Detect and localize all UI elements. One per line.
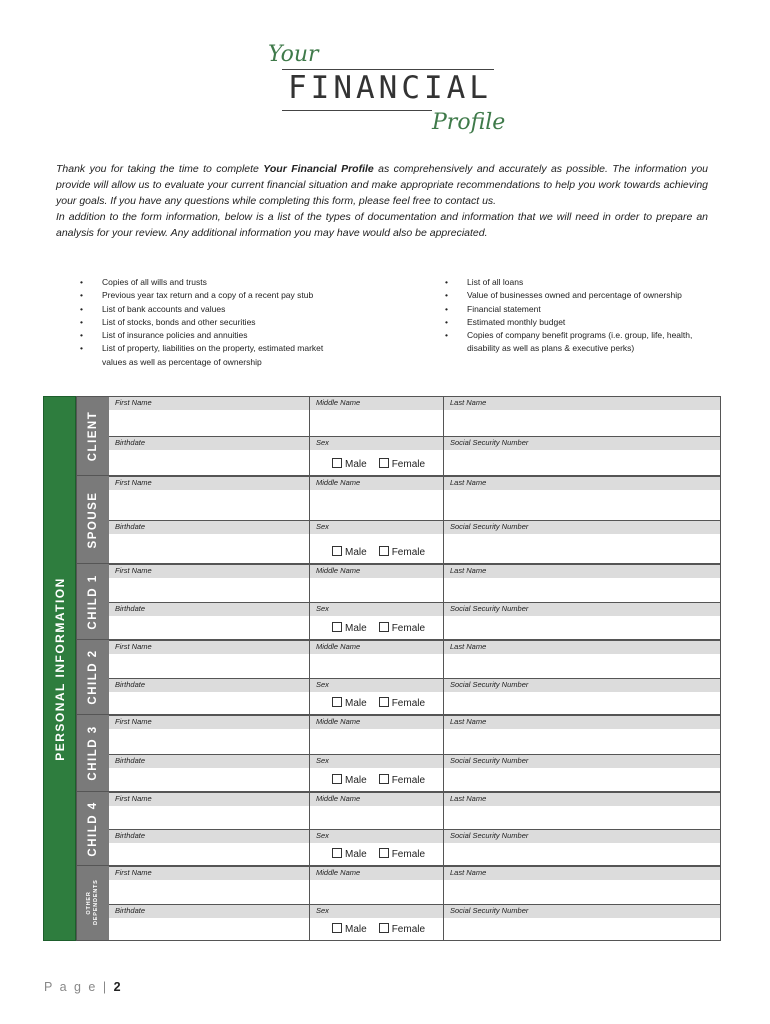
field-label-last-name: Last Name <box>450 868 487 877</box>
female-checkbox[interactable] <box>379 622 389 632</box>
document-item: • Financial statement <box>445 303 707 316</box>
document-item: • List of bank accounts and values <box>80 303 342 316</box>
field-input-birthdate[interactable] <box>109 692 309 715</box>
field-label-cell <box>443 437 722 450</box>
field-label-last-name: Last Name <box>450 717 487 726</box>
field-label-sex: Sex <box>316 438 329 447</box>
field-label-cell <box>109 521 309 534</box>
person-block-client <box>76 396 721 476</box>
field-label-first-name: First Name <box>115 642 152 651</box>
field-label-cell <box>443 905 722 918</box>
sex-options <box>332 848 425 860</box>
female-label: Female <box>391 623 426 634</box>
field-input-middle-name[interactable] <box>309 729 444 754</box>
field-input-middle-name[interactable] <box>309 806 444 829</box>
field-input-birthdate[interactable] <box>109 768 309 792</box>
field-label-last-name: Last Name <box>450 566 487 575</box>
field-label-cell <box>443 716 722 729</box>
field-header-row <box>109 829 721 843</box>
field-input-row <box>109 654 721 678</box>
field-input-last-name[interactable] <box>443 490 722 520</box>
field-label-cell <box>109 641 309 654</box>
male-label: Male <box>345 775 367 786</box>
person-label-tab <box>76 396 109 475</box>
person-label: CHILD 1 <box>86 573 99 630</box>
field-label-ssn: Social Security Number <box>450 438 529 447</box>
field-input-ssn[interactable] <box>443 768 722 792</box>
field-label-cell <box>443 397 722 410</box>
field-label-middle-name: Middle Name <box>316 566 361 575</box>
document-item: • List of all loans <box>445 276 707 289</box>
document-item: • Previous year tax return and a copy of a recent pay stub <box>80 289 342 302</box>
person-label: CHILD 4 <box>86 800 99 857</box>
person-label-tab <box>76 715 109 791</box>
field-label-middle-name: Middle Name <box>316 717 361 726</box>
field-header-row <box>109 678 721 692</box>
field-label-ssn: Social Security Number <box>450 906 529 915</box>
intro-p1-bold: Your Financial Profile <box>263 163 374 175</box>
field-label-cell <box>443 603 722 616</box>
field-input-first-name[interactable] <box>109 729 309 754</box>
field-input-first-name[interactable] <box>109 490 309 520</box>
male-label: Male <box>345 698 367 709</box>
field-label-last-name: Last Name <box>450 478 487 487</box>
field-label-birthdate: Birthdate <box>115 906 146 915</box>
field-input-birthdate[interactable] <box>109 843 309 866</box>
field-label-cell <box>443 477 722 490</box>
field-label-cell <box>109 793 309 806</box>
female-label: Female <box>391 775 426 786</box>
field-input-row <box>109 843 721 866</box>
male-checkbox[interactable] <box>332 458 342 468</box>
person-label-tab <box>76 640 109 714</box>
field-input-ssn[interactable] <box>443 616 722 640</box>
field-input-last-name[interactable] <box>443 806 722 829</box>
person-label: CLIENT <box>86 410 99 461</box>
field-label-cell <box>309 397 444 410</box>
female-checkbox[interactable] <box>379 458 389 468</box>
document-item: • List of stocks, bonds and other securities <box>80 316 342 329</box>
field-label-cell <box>109 905 309 918</box>
logo-your: Your <box>268 42 319 67</box>
female-checkbox[interactable] <box>379 923 389 933</box>
field-input-row <box>109 534 721 564</box>
sex-options <box>332 622 425 634</box>
field-input-birthdate[interactable] <box>109 616 309 640</box>
field-input-sex[interactable] <box>309 843 444 866</box>
male-label: Male <box>345 924 367 935</box>
field-input-middle-name[interactable] <box>309 410 444 436</box>
field-header-row <box>109 715 721 729</box>
document-item: • Value of businesses owned and percentage of ownership <box>445 289 707 302</box>
field-label-last-name: Last Name <box>450 398 487 407</box>
personal-information-label: PERSONAL INFORMATION <box>52 576 67 761</box>
field-input-sex[interactable] <box>309 450 444 476</box>
female-label: Female <box>391 547 426 558</box>
field-input-last-name[interactable] <box>443 880 722 904</box>
field-label-sex: Sex <box>316 756 329 765</box>
male-checkbox[interactable] <box>332 697 342 707</box>
field-label-cell <box>443 565 722 578</box>
field-input-first-name[interactable] <box>109 654 309 678</box>
field-label-first-name: First Name <box>115 868 152 877</box>
female-checkbox[interactable] <box>379 774 389 784</box>
male-checkbox[interactable] <box>332 622 342 632</box>
person-label-tab <box>76 476 109 563</box>
field-label-cell <box>309 793 444 806</box>
page-word: P a g e | <box>44 980 109 994</box>
person-block-child-2 <box>76 640 721 715</box>
field-label-ssn: Social Security Number <box>450 604 529 613</box>
field-label-middle-name: Middle Name <box>316 794 361 803</box>
male-checkbox[interactable] <box>332 923 342 933</box>
field-input-ssn[interactable] <box>443 450 722 476</box>
document-item: • Copies of company benefit programs (i.e. group, life, health, disability as well as plans & executive perks) <box>445 329 707 356</box>
field-header-row <box>109 754 721 768</box>
intro-p1-start: Thank you for taking the time to complete <box>56 163 264 175</box>
male-label: Male <box>345 623 367 634</box>
person-label: CHILD 2 <box>86 649 99 705</box>
field-header-row <box>109 564 721 578</box>
field-label-middle-name: Middle Name <box>316 642 361 651</box>
field-label-first-name: First Name <box>115 566 152 575</box>
field-label-cell <box>309 755 444 768</box>
field-label-cell <box>309 641 444 654</box>
field-label-ssn: Social Security Number <box>450 680 529 689</box>
female-label: Female <box>391 698 426 709</box>
field-input-birthdate[interactable] <box>109 534 309 564</box>
field-label-birthdate: Birthdate <box>115 680 146 689</box>
person-label-tab <box>76 866 109 940</box>
intro-paragraph-1 <box>56 161 708 209</box>
field-label-cell <box>109 830 309 843</box>
field-header-row <box>109 792 721 806</box>
female-label: Female <box>391 459 426 470</box>
field-label-last-name: Last Name <box>450 794 487 803</box>
field-input-sex[interactable] <box>309 768 444 792</box>
field-input-birthdate[interactable] <box>109 450 309 476</box>
field-label-cell <box>309 437 444 450</box>
field-label-first-name: First Name <box>115 794 152 803</box>
documents-list-right <box>445 276 707 356</box>
field-input-first-name[interactable] <box>109 578 309 602</box>
field-input-sex[interactable] <box>309 534 444 564</box>
field-label-cell <box>443 793 722 806</box>
field-input-row <box>109 490 721 520</box>
field-input-row <box>109 918 721 941</box>
female-checkbox[interactable] <box>379 848 389 858</box>
page-footer <box>44 980 121 994</box>
field-label-cell <box>109 867 309 880</box>
document-item: • Estimated monthly budget <box>445 316 707 329</box>
field-label-cell <box>109 477 309 490</box>
person-block-other-dependents <box>76 866 721 941</box>
field-input-ssn[interactable] <box>443 692 722 715</box>
field-input-row <box>109 410 721 436</box>
intro-p1-end: as comprehensively and accurately as possible. The information you provide will allow us to evaluate your current financial situation and make appropriate recommendations to help you work towards achieving your goals. If you have any questions while completing this form, please feel free to contact us. <box>56 163 708 207</box>
field-label-first-name: First Name <box>115 398 152 407</box>
sex-options <box>332 546 425 558</box>
person-label-tab <box>76 564 109 639</box>
field-label-middle-name: Middle Name <box>316 398 361 407</box>
sex-options <box>332 697 425 709</box>
field-header-row <box>109 904 721 918</box>
male-checkbox[interactable] <box>332 546 342 556</box>
field-label-cell <box>109 397 309 410</box>
field-input-birthdate[interactable] <box>109 918 309 941</box>
field-label-cell <box>309 830 444 843</box>
field-input-row <box>109 616 721 640</box>
field-label-birthdate: Birthdate <box>115 522 146 531</box>
field-header-row <box>109 436 721 450</box>
field-label-birthdate: Birthdate <box>115 438 146 447</box>
field-label-cell <box>309 477 444 490</box>
field-label-first-name: First Name <box>115 478 152 487</box>
field-label-cell <box>309 867 444 880</box>
field-input-sex[interactable] <box>309 918 444 941</box>
field-label-birthdate: Birthdate <box>115 604 146 613</box>
male-label: Male <box>345 849 367 860</box>
field-label-birthdate: Birthdate <box>115 831 146 840</box>
field-label-cell <box>309 565 444 578</box>
field-label-sex: Sex <box>316 604 329 613</box>
field-input-row <box>109 806 721 829</box>
field-label-cell <box>109 437 309 450</box>
logo-financial: FINANCIAL <box>288 70 492 106</box>
field-input-first-name[interactable] <box>109 880 309 904</box>
field-label-cell <box>309 905 444 918</box>
intro-text <box>56 161 708 241</box>
field-label-middle-name: Middle Name <box>316 478 361 487</box>
male-checkbox[interactable] <box>332 848 342 858</box>
document-item: • List of insurance policies and annuities <box>80 329 342 342</box>
field-input-row <box>109 768 721 792</box>
field-label-sex: Sex <box>316 680 329 689</box>
field-input-sex[interactable] <box>309 692 444 715</box>
person-label: OTHER DEPENDENTS <box>85 879 99 925</box>
male-checkbox[interactable] <box>332 774 342 784</box>
documents-list-left <box>80 276 342 369</box>
personal-information-band <box>43 396 76 941</box>
field-input-ssn[interactable] <box>443 843 722 866</box>
field-label-cell <box>309 716 444 729</box>
field-input-middle-name[interactable] <box>309 490 444 520</box>
person-label-tab <box>76 792 109 865</box>
document-item: • Copies of all wills and trusts <box>80 276 342 289</box>
female-label: Female <box>391 849 426 860</box>
person-label: CHILD 3 <box>86 725 99 781</box>
field-label-ssn: Social Security Number <box>450 756 529 765</box>
field-input-row <box>109 692 721 715</box>
field-input-last-name[interactable] <box>443 578 722 602</box>
field-input-first-name[interactable] <box>109 410 309 436</box>
field-label-cell <box>109 755 309 768</box>
field-label-sex: Sex <box>316 906 329 915</box>
field-label-cell <box>443 521 722 534</box>
field-label-first-name: First Name <box>115 717 152 726</box>
person-block-spouse <box>76 476 721 564</box>
field-label-cell <box>443 641 722 654</box>
field-label-cell <box>443 679 722 692</box>
field-label-middle-name: Middle Name <box>316 868 361 877</box>
field-header-row <box>109 640 721 654</box>
field-label-sex: Sex <box>316 522 329 531</box>
intro-paragraph-2: In addition to the form information, below is a list of the types of documentation and information that we will need in order to prepare an analysis for your review. Any additional information you may have would also be appreciated. <box>56 211 708 239</box>
page-number: 2 <box>113 980 121 994</box>
field-label-cell <box>309 521 444 534</box>
document-item: • List of property, liabilities on the property, estimated market values as well as percentage of ownership <box>80 342 342 369</box>
field-input-last-name[interactable] <box>443 729 722 754</box>
male-label: Male <box>345 547 367 558</box>
field-header-row <box>109 602 721 616</box>
field-input-middle-name[interactable] <box>309 654 444 678</box>
field-label-birthdate: Birthdate <box>115 756 146 765</box>
field-header-row <box>109 476 721 490</box>
female-checkbox[interactable] <box>379 697 389 707</box>
field-input-middle-name[interactable] <box>309 578 444 602</box>
logo-rule-bottom <box>282 110 432 111</box>
field-input-sex[interactable] <box>309 616 444 640</box>
field-label-cell <box>309 603 444 616</box>
field-input-row <box>109 880 721 904</box>
person-label: SPOUSE <box>86 491 99 548</box>
field-input-ssn[interactable] <box>443 534 722 564</box>
sex-options <box>332 923 425 935</box>
logo-profile: Profile <box>432 110 506 135</box>
field-header-row <box>109 520 721 534</box>
sex-options <box>332 774 425 786</box>
field-input-ssn[interactable] <box>443 918 722 941</box>
field-label-cell <box>109 716 309 729</box>
field-label-cell <box>109 679 309 692</box>
logo <box>262 42 512 142</box>
field-input-first-name[interactable] <box>109 806 309 829</box>
female-checkbox[interactable] <box>379 546 389 556</box>
field-input-row <box>109 729 721 754</box>
person-block-child-1 <box>76 564 721 640</box>
field-label-last-name: Last Name <box>450 642 487 651</box>
field-header-row <box>109 866 721 880</box>
person-block-child-4 <box>76 792 721 866</box>
field-label-cell <box>109 603 309 616</box>
field-input-last-name[interactable] <box>443 410 722 436</box>
person-block-child-3 <box>76 715 721 792</box>
field-label-cell <box>309 679 444 692</box>
field-input-row <box>109 578 721 602</box>
field-label-cell <box>443 867 722 880</box>
field-label-cell <box>109 565 309 578</box>
field-label-ssn: Social Security Number <box>450 831 529 840</box>
field-input-last-name[interactable] <box>443 654 722 678</box>
field-input-row <box>109 450 721 476</box>
field-input-middle-name[interactable] <box>309 880 444 904</box>
field-label-sex: Sex <box>316 831 329 840</box>
field-label-ssn: Social Security Number <box>450 522 529 531</box>
female-label: Female <box>391 924 426 935</box>
male-label: Male <box>345 459 367 470</box>
field-label-cell <box>443 755 722 768</box>
field-label-cell <box>443 830 722 843</box>
sex-options <box>332 458 425 470</box>
field-header-row <box>109 396 721 410</box>
